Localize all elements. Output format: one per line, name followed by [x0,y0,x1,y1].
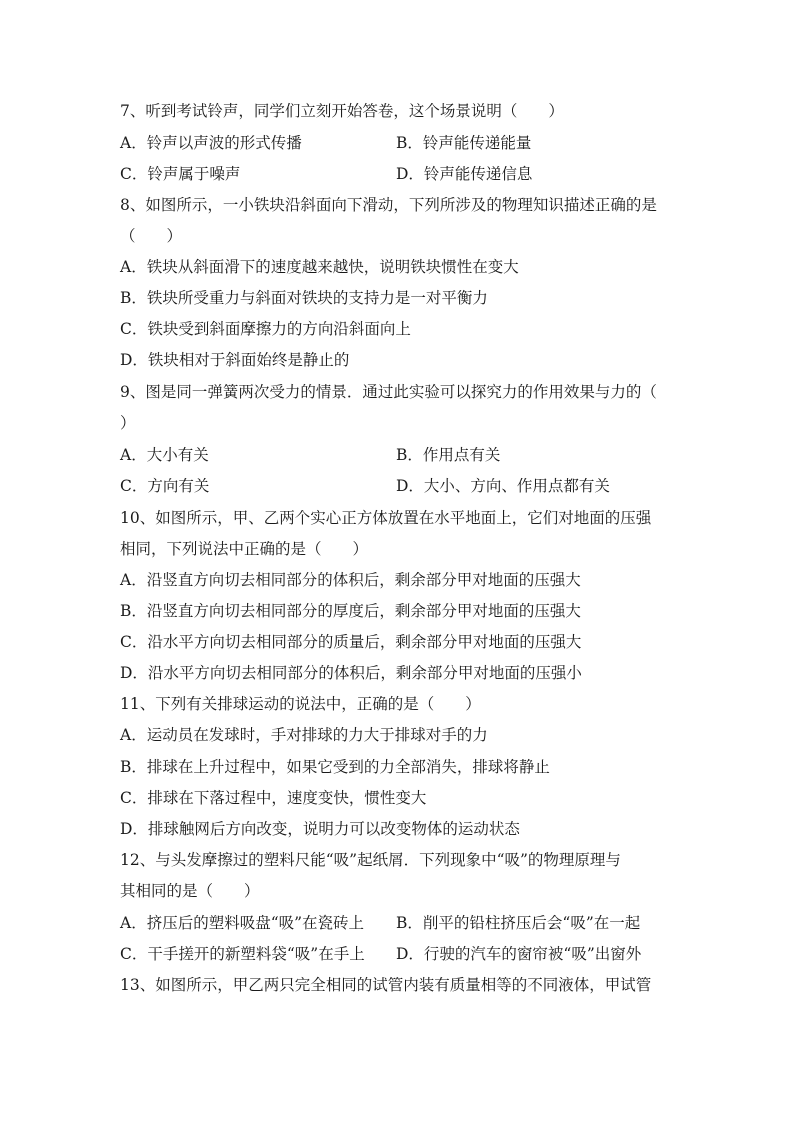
question-12-option-c: C．干手搓开的新塑料袋“吸”在手上 [120,945,365,963]
question-9-option-c: C．方向有关 [120,477,210,495]
question-9-option-d: D．大小、方向、作用点都有关 [396,477,610,495]
question-7-stem-line-1: 7、听到考试铃声，同学们立刻开始答卷，这个场景说明（ ） [120,102,564,120]
question-7-option-a: A．铃声以声波的形式传播 [120,134,302,152]
question-9-option-a: A．大小有关 [120,446,209,464]
question-12-option-d: D．行驶的汽车的窗帘被“吸”出窗外 [396,945,642,963]
question-8-option-c: C．铁块受到斜面摩擦力的方向沿斜面向上 [120,320,411,338]
question-8-option-b: B．铁块所受重力与斜面对铁块的支持力是一对平衡力 [120,289,488,307]
question-10-option-d: D．沿水平方向切去相同部分的体积后，剩余部分甲对地面的压强小 [120,664,582,682]
question-9-stem-line-1: 9、图是同一弹簧两次受力的情景．通过此实验可以探究力的作用效果与力的（ [120,383,657,401]
question-12-option-b: B．削平的铅柱挤压后会“吸”在一起 [396,914,641,932]
question-11-option-a: A．运动员在发球时，手对排球的力大于排球对手的力 [120,726,488,744]
question-9-stem-line-2: ） [120,414,136,432]
question-7-option-c: C．铃声属于噪声 [120,165,241,183]
question-8-option-a: A．铁块从斜面滑下的速度越来越快，说明铁块惯性在变大 [120,258,519,276]
question-12-stem-line-2: 其相同的是（ ） [120,882,260,900]
question-12-option-a: A．挤压后的塑料吸盘“吸”在瓷砖上 [120,914,365,932]
question-8-stem-line-2: （ ） [120,227,183,245]
question-11-option-c: C．排球在下落过程中，速度变快，惯性变大 [120,789,427,807]
question-13-stem-line-1: 13、如图所示，甲乙两只完全相同的试管内装有质量相等的不同液体，甲试管 [120,976,652,994]
question-10-stem-line-1: 10、如图所示，甲、乙两个实心正方体放置在水平地面上，它们对地面的压强 [120,509,652,527]
question-9-option-b: B．作用点有关 [396,446,501,464]
question-8-stem-line-1: 8、如图所示，一小铁块沿斜面向下滑动，下列所涉及的物理知识描述正确的是 [120,196,657,214]
question-10-option-a: A．沿竖直方向切去相同部分的体积后，剩余部分甲对地面的压强大 [120,571,581,589]
question-11-option-d: D．排球触网后方向改变，说明力可以改变物体的运动状态 [120,820,520,838]
question-12-stem-line-1: 12、与头发摩擦过的塑料尺能“吸”起纸屑．下列现象中“吸”的物理原理与 [120,851,621,869]
question-10-stem-line-2: 相同，下列说法中正确的是（ ） [120,540,369,558]
question-11-option-b: B．排球在上升过程中，如果它受到的力全部消失，排球将静止 [120,758,550,776]
question-11-stem-line-1: 11、下列有关排球运动的说法中，正确的是（ ） [120,695,481,713]
question-8-option-d: D．铁块相对于斜面始终是静止的 [120,351,350,369]
question-10-option-b: B．沿竖直方向切去相同部分的厚度后，剩余部分甲对地面的压强大 [120,602,581,620]
question-7-option-b: B．铃声能传递能量 [396,134,532,152]
question-10-option-c: C．沿水平方向切去相同部分的质量后，剩余部分甲对地面的压强大 [120,633,582,651]
question-7-option-d: D．铃声能传递信息 [396,165,533,183]
